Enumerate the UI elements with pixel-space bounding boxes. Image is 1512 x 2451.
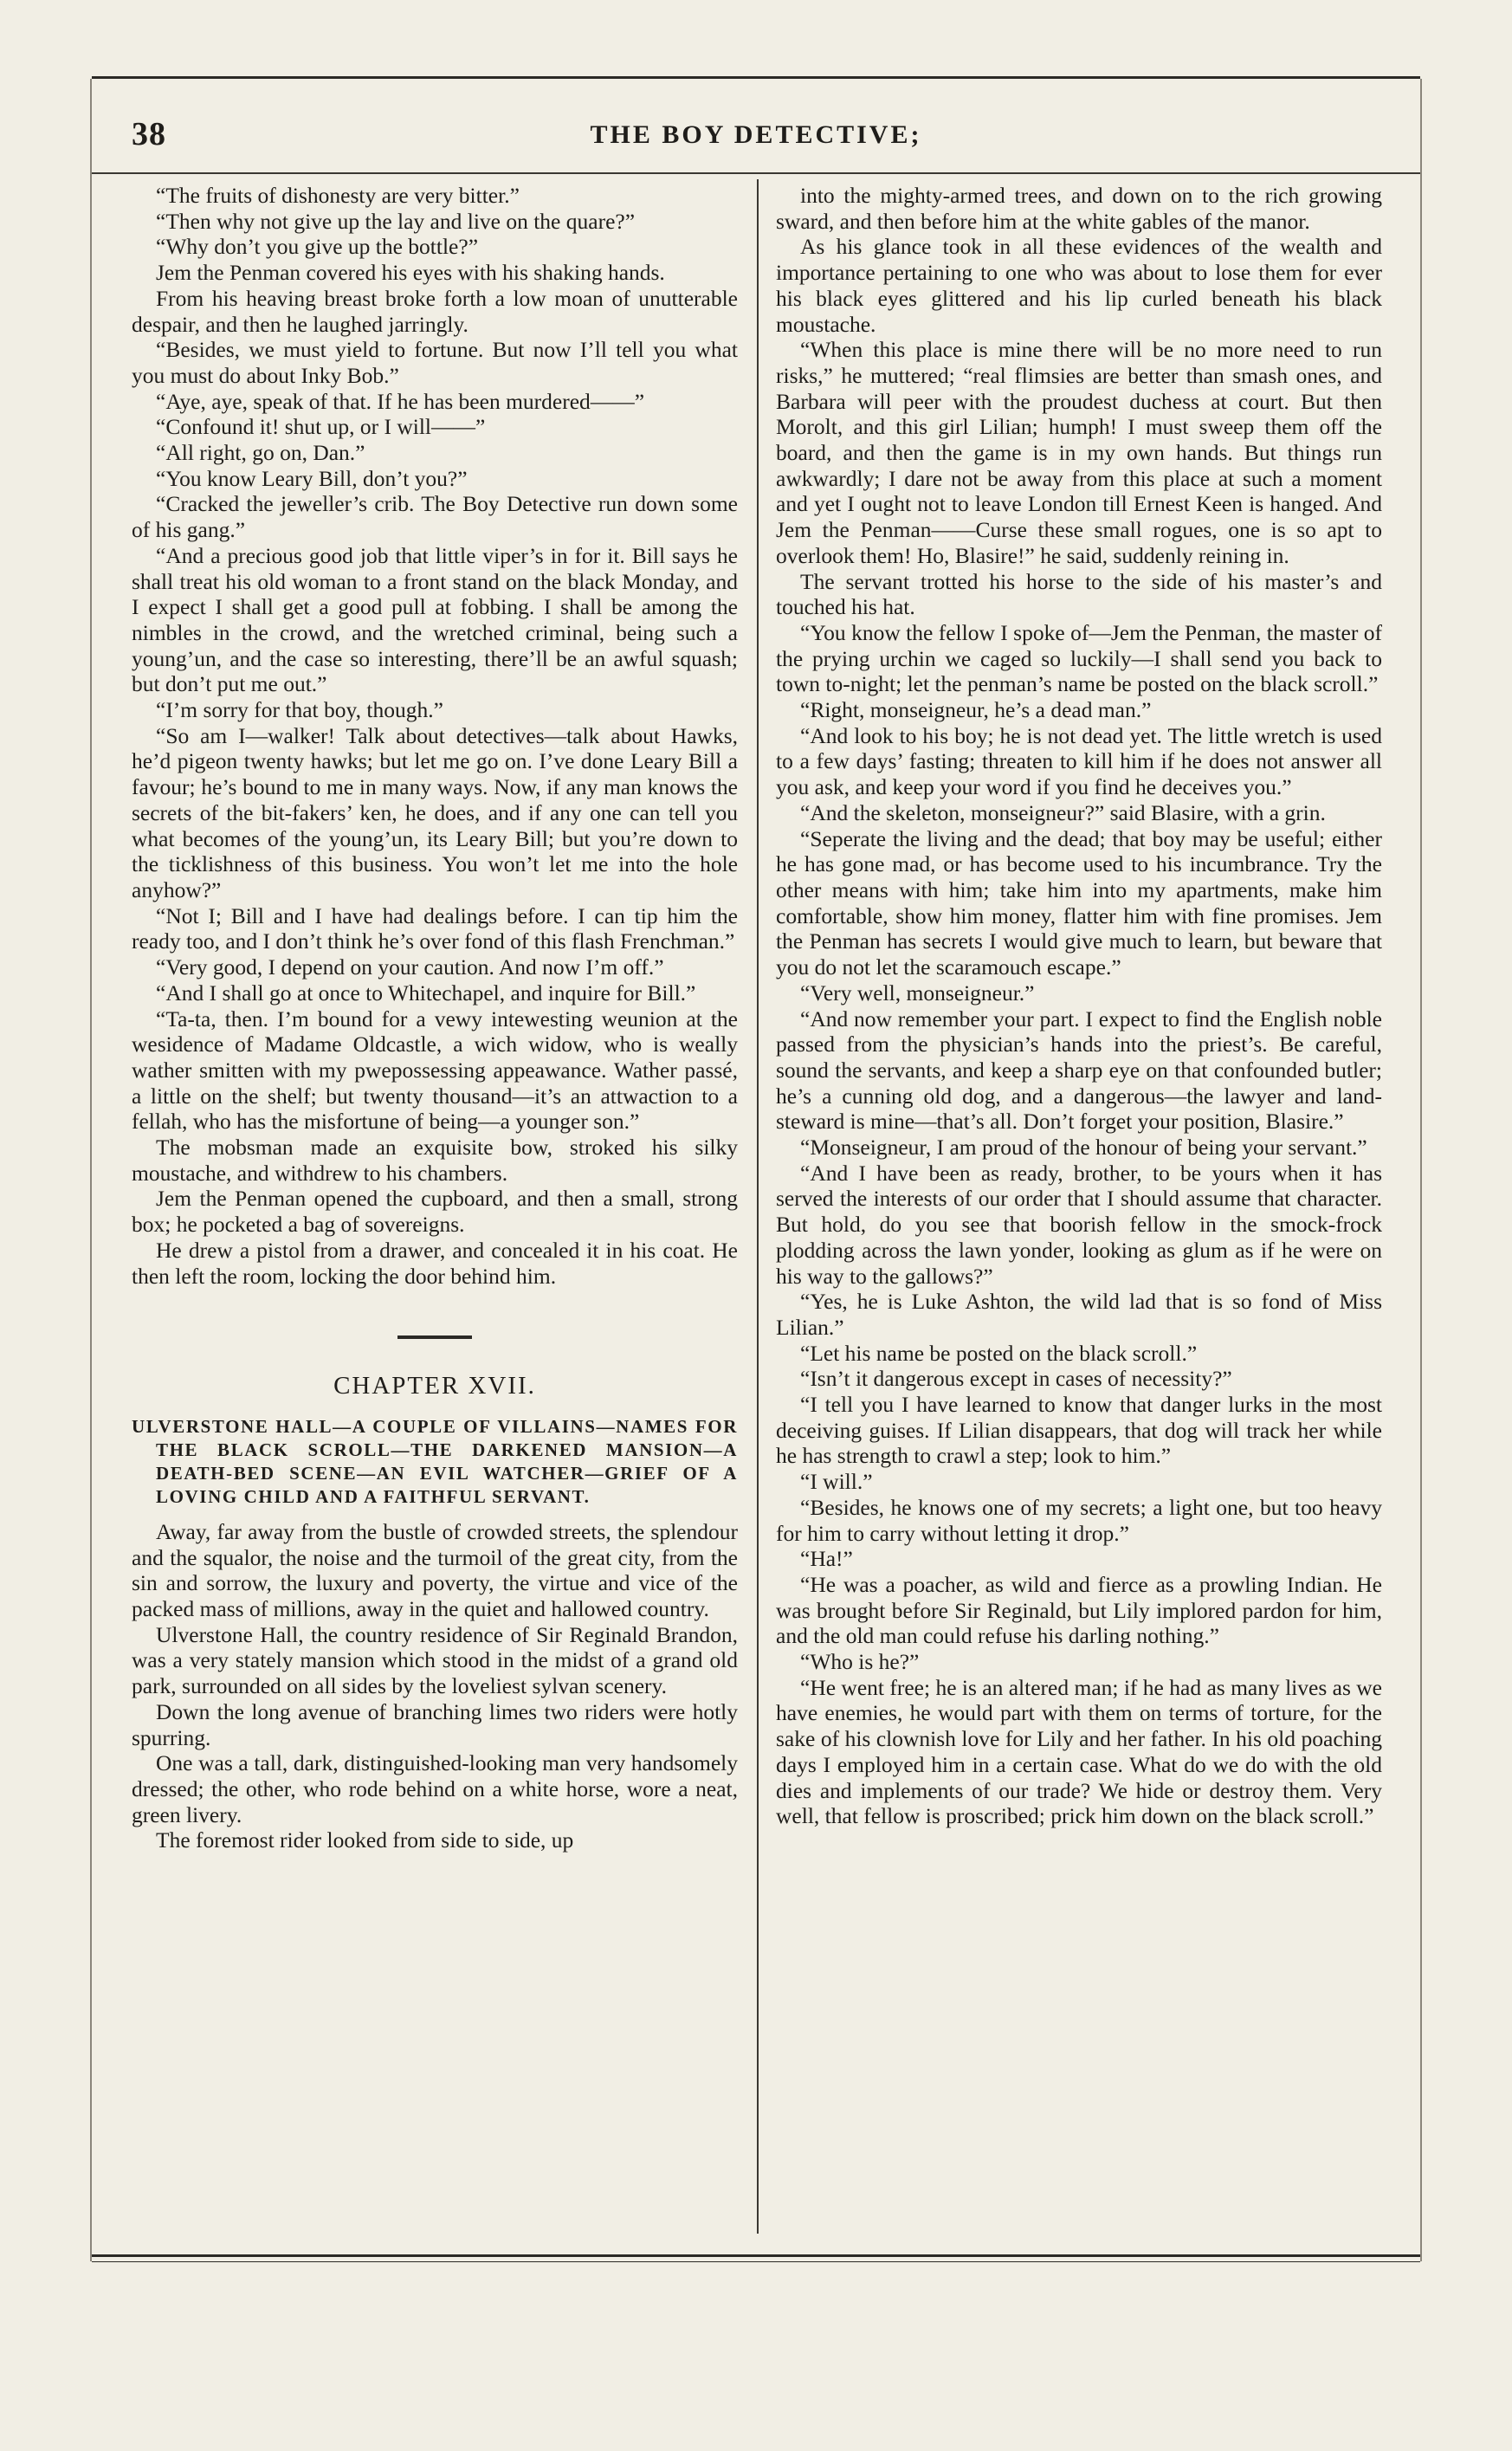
paragraph: “All right, go on, Dan.” bbox=[156, 440, 365, 466]
page-frame bbox=[92, 76, 1420, 2362]
paragraph: “Why don’t you give up the bottle?” bbox=[156, 234, 479, 260]
paragraph: “Very well, monseigneur.” bbox=[800, 980, 1035, 1006]
paragraph: Away, far away from the bustle of crowded streets, the splendour and the squalor, the noise and the turmoil of the great city, from the sin and sorrow, the luxury and poverty, the virtue and vice of the packed mass of millions, away in the quiet and hallowed country. bbox=[132, 1518, 738, 1622]
paragraph: “Isn’t it dangerous except in cases of necessity?” bbox=[800, 1366, 1232, 1392]
head-rule bbox=[92, 172, 1420, 174]
chapter-heading: CHAPTER XVII. bbox=[333, 1372, 536, 1400]
paragraph: “Aye, aye, speak of that. If he has been murdered——” bbox=[156, 388, 645, 414]
paragraph: “Ha!” bbox=[800, 1546, 853, 1572]
paragraph: “Who is he?” bbox=[800, 1649, 920, 1675]
footer-rule-thin bbox=[92, 2261, 1420, 2262]
paragraph: “And I shall go at once to Whitechapel, and inquire for Bill.” bbox=[156, 980, 696, 1006]
paragraph: The servant trotted his horse to the side of his master’s and touched his hat. bbox=[776, 568, 1382, 620]
paragraph: “I will.” bbox=[800, 1469, 873, 1495]
paragraph: “Besides, he knows one of my secrets; a light one, but too heavy for him to carry without letting it drop.” bbox=[776, 1494, 1382, 1546]
paragraph: “Besides, we must yield to fortune. But now I’ll tell you what you must do about Inky Bob.” bbox=[132, 337, 738, 388]
paragraph: “I’m sorry for that boy, though.” bbox=[156, 697, 443, 723]
left-paragraphs bbox=[132, 183, 738, 1289]
running-title: THE BOY DETECTIVE; bbox=[590, 120, 922, 149]
frame-right-edge bbox=[1420, 79, 1422, 2261]
paragraph: “Seperate the living and the dead; that boy may be useful; either he has gone mad, or has become used to his incumbrance. Try the other means with him; take him into my apartments, make him comfortable, show him money, flatter him with fine promises. Jem the Penman has secrets I would give much to learn, but beware that you do not let the scaramouch escape.” bbox=[776, 825, 1382, 980]
paragraph: “Let his name be posted on the black scroll.” bbox=[800, 1340, 1198, 1366]
paragraph: “Yes, he is Luke Ashton, the wild lad that is so fond of Miss Lilian.” bbox=[776, 1289, 1382, 1340]
paragraph: “He went free; he is an altered man; if he had as many lives as we have enemies, he would part with them on terms of torture, for the sake of his clownish love for Lily and her father. In his old poaching days I employed him in a certain case. What do we do with the old dies and implements of our trade? We hide or destroy them. Very well, that fellow is proscribed; prick him down on the black scroll.” bbox=[776, 1674, 1382, 1829]
paragraph: “The fruits of dishonesty are very bitter.” bbox=[156, 183, 520, 208]
footer-rule bbox=[92, 2254, 1420, 2257]
paragraph: “And now remember your part. I expect to find the English noble passed from the physician’s hands into the priest’s. Be careful, sound the servants, and keep a sharp eye on that confounded butler; he’s a cunning old dog, and a dangerous—the lawyer and land-steward is mine—that’s all. Don’t forget your position, Blasire.” bbox=[776, 1006, 1382, 1135]
paragraph: He drew a pistol from a drawer, and concealed it in his coat. He then left the room, locking the door behind him. bbox=[132, 1237, 738, 1289]
frame-left-edge bbox=[90, 79, 92, 2261]
paragraph: “And the skeleton, monseigneur?” said Blasire, with a grin. bbox=[800, 799, 1326, 825]
column-divider bbox=[757, 179, 759, 2234]
paragraph: “And I have been as ready, brother, to be yours when it has served the interests of our order that I should assume that character. But hold, do you see that boorish fellow in the smock-frock plodding across the lawn yonder, looking as glum as if he were on his way to the gallows?” bbox=[776, 1160, 1382, 1289]
paragraph: The mobsman made an exquisite bow, stroked his silky moustache, and withdrew to his chambers. bbox=[132, 1135, 738, 1186]
paragraph: Ulverstone Hall, the country residence of Sir Reginald Brandon, was a very stately mansion which stood in the midst of a grand old park, surrounded on all sides by the loveliest sylvan scenery. bbox=[132, 1621, 738, 1699]
page-number: 38 bbox=[132, 116, 166, 152]
paragraph: “Not I; Bill and I have had dealings before. I can tip him the ready too, and I don’t think he’s over fond of this flash Frenchman.” bbox=[132, 902, 738, 954]
left-column bbox=[132, 183, 738, 1853]
paragraph: From his heaving breast broke forth a low moan of unutterable despair, and then he laughed jarringly. bbox=[132, 285, 738, 337]
paragraph: “Very good, I depend on your caution. And now I’m off.” bbox=[156, 954, 664, 980]
paragraph: “I tell you I have learned to know that danger lurks in the most deceiving guises. If Lilian disappears, that dog will track her while he has strength to crawl a step; look to him.” bbox=[776, 1392, 1382, 1469]
paragraph: “When this place is mine there will be no more need to run risks,” he muttered; “real flimsies are better than smash ones, and Barbara will peer with the proudest duchess at court. But then Morolt, and this girl Lilian; humph! I must sweep them off the board, and then the game is in my own hands. But things run awkwardly; I dare not be away from this place at such a moment and yet I ought not to leave London till Ernest Keen is hanged. And Jem the Penman——Curse these small rogues, one is so apt to overlook them! Ho, Blasire!” he said, suddenly reining in. bbox=[776, 337, 1382, 568]
paragraph: One was a tall, dark, distinguished-looking man very handsomely dressed; the other, who rode behind on a white horse, wore a neat, green livery. bbox=[132, 1750, 738, 1827]
paragraph: As his glance took in all these evidences of the wealth and importance pertaining to one who was about to lose them for ever his black eyes glittered and his lip curled beneath his black moustache. bbox=[776, 234, 1382, 337]
right-paragraphs bbox=[776, 183, 1382, 1829]
paragraph: Jem the Penman opened the cupboard, and then a small, strong box; he pocketed a bag of sovereigns. bbox=[132, 1186, 738, 1238]
chapter-break-rule bbox=[397, 1335, 472, 1339]
paragraph: “Monseigneur, I am proud of the honour of being your servant.” bbox=[800, 1135, 1367, 1161]
paragraph: “You know the fellow I spoke of—Jem the Penman, the master of the prying urchin we caged so luckily—I shall send you back to town to-night; let the penman’s name be posted on the black scroll.” bbox=[776, 619, 1382, 697]
chapter-synopsis: ULVERSTONE HALL—A COUPLE OF VILLAINS—NAMES FOR THE BLACK SCROLL—THE DARKENED MANSION—A DEATH-BED SCENE—AN EVIL WATCHER—GRIEF OF A LOVING CHILD AND A FAITHFUL SERVANT. bbox=[132, 1415, 738, 1507]
paragraph: “And a precious good job that little viper’s in for it. Bill says he shall treat his old woman to a front stand on the black Monday, and I expect I shall get a good pull at fobbing. I shall be among the nimbles in the crowd, and the wretched criminal, being such a young’un, and the case so interesting, there’ll be an awful squash; but don’t put me out.” bbox=[132, 542, 738, 697]
right-column bbox=[776, 183, 1382, 1829]
paragraph: “He was a poacher, as wild and fierce as a prowling Indian. He was brought before Sir Reginald, but Lily implored pardon for him, and the old man could refuse his darling nothing.” bbox=[776, 1571, 1382, 1649]
paragraph: “Then why not give up the lay and live on the quare?” bbox=[156, 208, 636, 234]
paragraph: “Confound it! shut up, or I will——” bbox=[156, 414, 486, 440]
paragraph: “Ta-ta, then. I’m bound for a vewy intewesting weunion at the wesidence of Madame Oldcastle, a wich widow, who is weally wather smitten with my pwepossessing appeawance. Wather passé, a little on the shelf; but twenty thousand—it’s an attwaction to a fellah, who has the misfortune of being—a younger son.” bbox=[132, 1006, 738, 1135]
paragraph: “You know Leary Bill, don’t you?” bbox=[156, 465, 468, 491]
paragraph: Jem the Penman covered his eyes with his shaking hands. bbox=[156, 260, 665, 286]
running-head bbox=[92, 110, 1420, 162]
paragraph: “Cracked the jeweller’s crib. The Boy Detective run down some of his gang.” bbox=[132, 491, 738, 543]
paragraph: “And look to his boy; he is not dead yet. The little wretch is used to a few days’ fasting; threaten to kill him if he does not answer all you ask, and keep your word if you find he deceives you.” bbox=[776, 722, 1382, 800]
paragraph: Down the long avenue of branching limes two riders were hotly spurring. bbox=[132, 1698, 738, 1750]
paragraph: “So am I—walker! Talk about detectives—talk about Hawks, he’d pigeon twenty hawks; but let me go on. I’ve done Leary Bill a favour; he’s bound to me in many ways. Now, if any man knows the secrets of the bit-fakers’ ken, he does, and if any one can tell you what becomes of the young’un, its Leary Bill; but you’re down to the ticklishness of this business. You won’t let me into the hole anyhow?” bbox=[132, 722, 738, 902]
paragraph: “Right, monseigneur, he’s a dead man.” bbox=[800, 697, 1152, 723]
chapter-opening-paragraphs bbox=[132, 1519, 738, 1853]
paragraph: into the mighty-armed trees, and down on to the rich growing sward, and then before him at the white gables of the manor. bbox=[776, 183, 1382, 234]
paragraph: The foremost rider looked from side to side, up bbox=[156, 1827, 574, 1853]
